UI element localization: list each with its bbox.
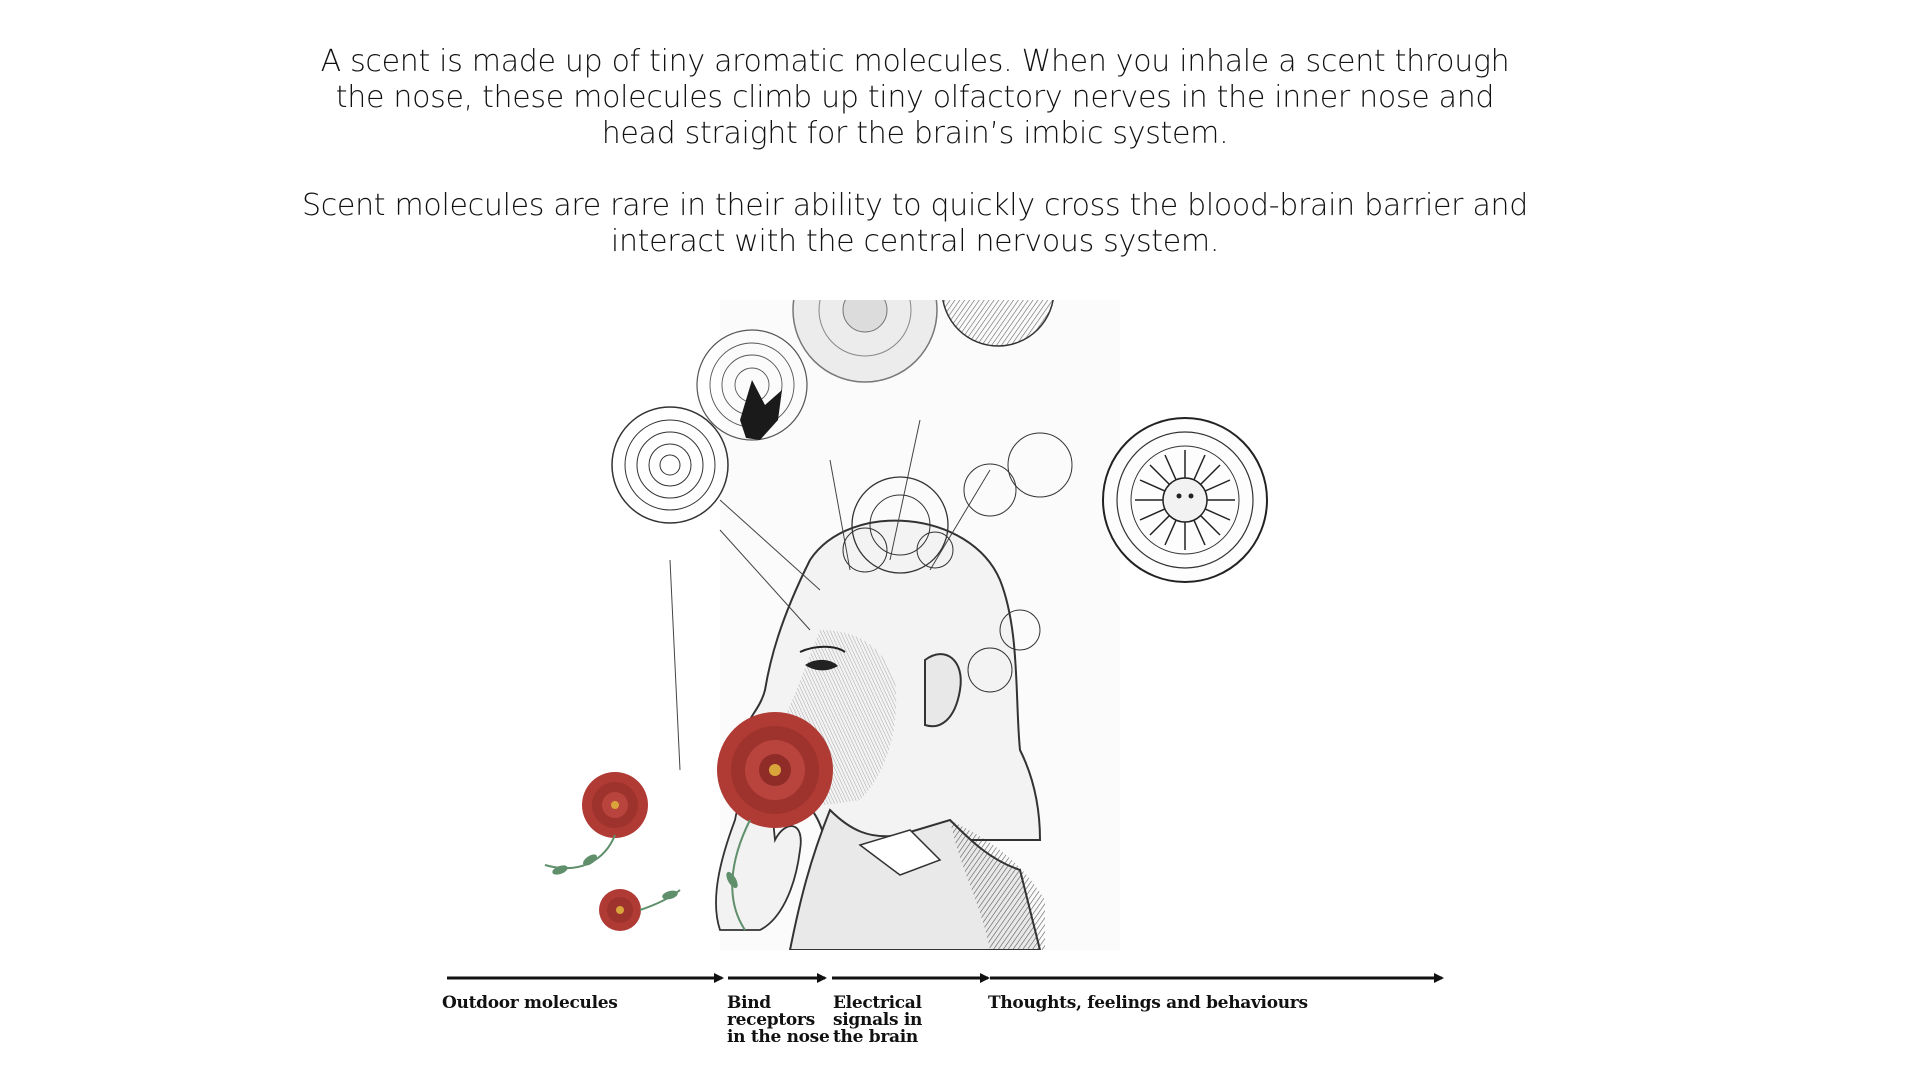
intro-paragraph-2: Scent molecules are rare in their ability to quickly cross the blood-brain barrier and interact with the central nervous system. xyxy=(301,188,1528,259)
stage-label-line: receptors xyxy=(727,1010,815,1030)
stage-label-line: signals in xyxy=(833,1010,923,1030)
stage-label-line: the brain xyxy=(833,1027,918,1047)
sun-medallion xyxy=(1103,418,1267,582)
intro-text xyxy=(300,44,1530,296)
stage-label-bind-receptors xyxy=(727,995,829,1046)
stage-label-line: Bind xyxy=(727,993,771,1013)
stage-label-line: in the nose xyxy=(727,1027,830,1047)
rose-large xyxy=(717,712,833,828)
stage-label-thoughts-feelings: Thoughts, feelings and behaviours xyxy=(988,993,1308,1013)
stage-label-electrical-signals xyxy=(833,995,922,1046)
rose-medium xyxy=(582,772,648,838)
engraving-head-illustration xyxy=(520,300,1280,950)
intro-paragraph-1: A scent is made up of tiny aromatic molecules. When you inhale a scent through the nose, these molecules climb up tiny olfactory nerves in the inner nose and head straight for the brain’s imbic system. xyxy=(320,44,1510,151)
stage-label-outdoor-molecules: Outdoor molecules xyxy=(442,993,618,1013)
concentric-circles-left xyxy=(612,407,728,523)
rose-leaves xyxy=(551,852,740,901)
rose-small xyxy=(599,889,641,931)
stage-label-line: Electrical xyxy=(833,993,922,1013)
